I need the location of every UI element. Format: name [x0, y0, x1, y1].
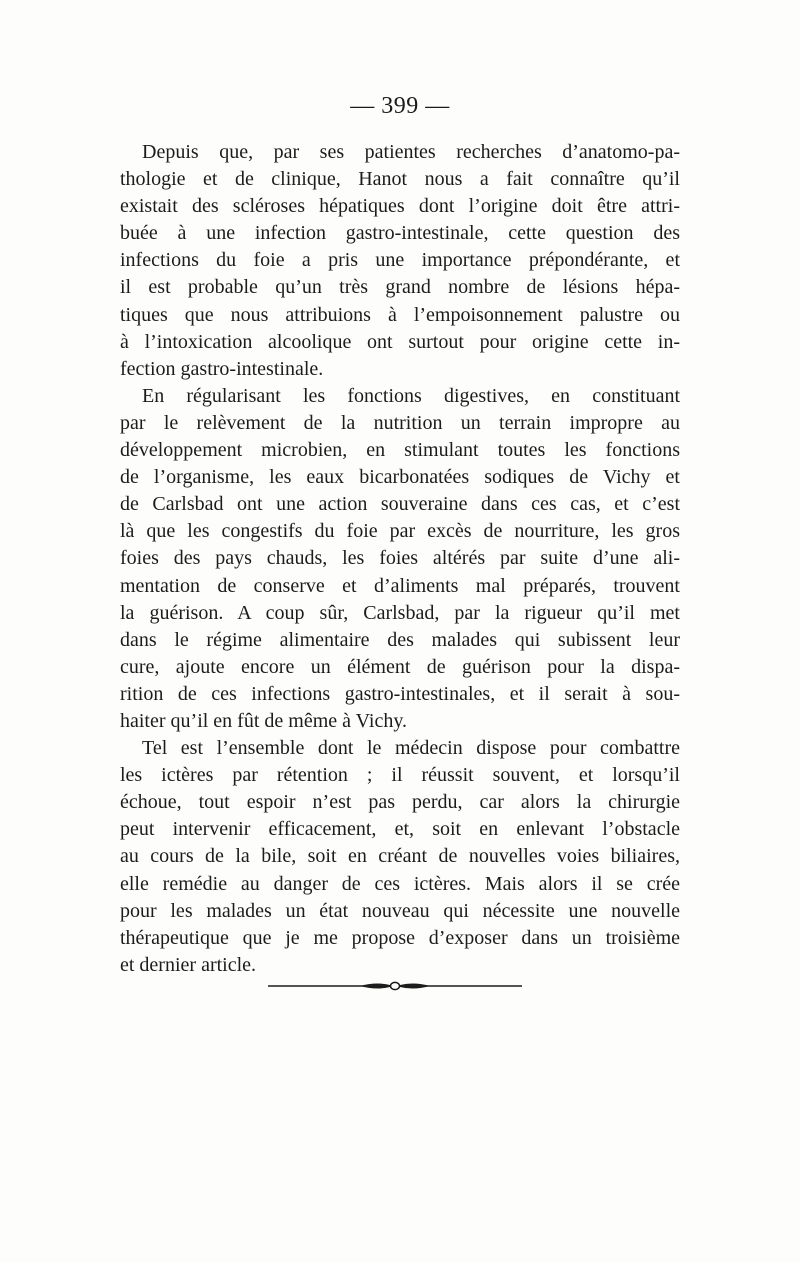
text-line: rition de ces infections gastro-intestinales, et il serait à sou- [120, 682, 680, 705]
paragraph-2 [120, 383, 680, 735]
text-line: haiter qu’il en fût de même à Vichy. [120, 709, 408, 732]
paragraph-3 [120, 735, 680, 979]
page-number: — 399 — [350, 93, 450, 119]
text-line: mentation de conserve et d’aliments mal préparés, trouvent [120, 574, 680, 597]
text-line: elle remédie au danger de ces ictères. Mais alors il se crée [120, 872, 680, 895]
text-line: Tel est l’ensemble dont le médecin dispose pour combattre [142, 737, 680, 760]
text-line: par le relèvement de la nutrition un terrain impropre au [120, 411, 680, 434]
text-line: de l’organisme, les eaux bicarbonatées sodiques de Vichy et [120, 466, 680, 489]
text-line: de Carlsbad ont une action souveraine dans ces cas, et c’est [120, 493, 680, 516]
text-line: cure, ajoute encore un élément de guérison pour la dispa- [120, 655, 680, 678]
text-line: là que les congestifs du foie par excès de nourriture, les gros [120, 520, 680, 543]
text-line: pour les malades un état nouveau qui nécessite une nouvelle [120, 899, 680, 922]
text-line: à l’intoxication alcoolique ont surtout pour origine cette in- [120, 330, 680, 353]
body-text [120, 139, 680, 979]
text-line: la guérison. A coup sûr, Carlsbad, par la rigueur qu’il met [120, 601, 680, 624]
text-line: thologie et de clinique, Hanot nous a fait connaître qu’il [120, 168, 680, 191]
text-line: existait des scléroses hépatiques dont l’origine doit être attri- [120, 195, 680, 218]
text-line: thérapeutique que je me propose d’exposer dans un troisième [120, 926, 680, 949]
text-line: les ictères par rétention ; il réussit souvent, et lorsqu’il [120, 764, 680, 787]
text-line: En régularisant les fonctions digestives, en constituant [142, 384, 680, 407]
text-line: peut intervenir efficacement, et, soit en enlevant l’obstacle [120, 818, 680, 841]
text-line: fection gastro-intestinale. [120, 357, 324, 380]
text-line: développement microbien, en stimulant toutes les fonctions [120, 439, 680, 462]
text-line: Depuis que, par ses patientes recherches d’anatomo-pa- [142, 141, 680, 163]
text-line: dans le régime alimentaire des malades qui subissent leur [120, 628, 680, 651]
text-line: et dernier article. [120, 953, 257, 976]
text-line: au cours de la bile, soit en créant de nouvelles voies biliaires, [120, 845, 680, 868]
text-line: échoue, tout espoir n’est pas perdu, car alors la chirurgie [120, 791, 680, 814]
text-line: foies des pays chauds, les foies altérés par suite d’une ali- [120, 547, 680, 570]
text-line: tiques que nous attribuions à l’empoisonnement palustre ou [120, 303, 680, 326]
end-of-article-rule-icon [268, 978, 522, 994]
paragraph-1 [120, 139, 680, 383]
text-line: buée à une infection gastro-intestinale, cette question des [120, 222, 680, 245]
text-line: il est probable qu’un très grand nombre de lésions hépa- [120, 276, 680, 299]
text-line: infections du foie a pris une importance prépondérante, et [120, 249, 680, 272]
